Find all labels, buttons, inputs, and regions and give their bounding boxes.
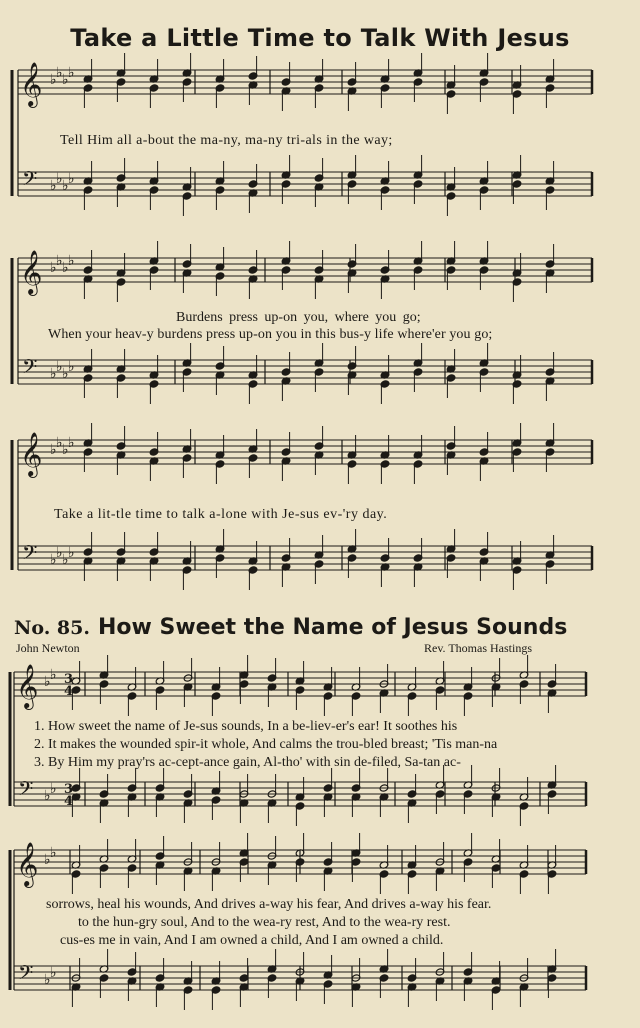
flat-sign: ♭ [56,171,63,187]
flat-sign: ♭ [50,552,57,568]
hymn2-verses-part1 [34,718,497,772]
bass-clef: 𝄢 [18,777,34,805]
flat-sign: ♭ [56,253,63,269]
flat-sign: ♭ [68,545,75,561]
treble-clef: 𝄞 [16,664,39,708]
hymn1-lyric-alto: Burdens press up-on you, where you go; [176,310,421,325]
flat-sign: ♭ [50,781,57,797]
hymn2-lyricist: John Newton [16,641,80,655]
treble-clef: 𝄞 [20,432,43,476]
flat-sign: ♭ [62,72,69,88]
bass-clef: 𝄢 [22,541,38,569]
flat-sign: ♭ [62,442,69,458]
flat-sign: ♭ [56,435,63,451]
flat-sign: ♭ [50,260,57,276]
flat-sign: ♭ [56,545,63,561]
flat-sign: ♭ [68,253,75,269]
flat-sign: ♭ [68,65,75,81]
flat-sign: ♭ [62,552,69,568]
time-signature: 3 [64,782,74,797]
hymn1-lyric-line2: When your heav-y burdens press up-on you in this bus-y life where'er you go; [48,327,493,342]
hymn2-number: No. 85. [14,617,90,639]
bass-clef: 𝄢 [18,961,34,989]
flat-sign: ♭ [62,260,69,276]
hymn1-lyric-line1: Tell Him all a-bout the ma-ny, ma-ny tri-als in the way; [60,133,393,148]
hymn2-verses-part2 [46,896,491,950]
verse-3-part1: 3. By Him my pray'rs ac-cept-ance gain, Al-tho' with sin de-filed, Sa-tan ac- [34,755,461,770]
flat-sign: ♭ [68,359,75,375]
flat-sign: ♭ [56,65,63,81]
flat-sign: ♭ [50,366,57,382]
hymn2-title: How Sweet the Name of Jesus Sounds [98,615,568,640]
treble-clef: 𝄞 [16,842,39,886]
flat-sign: ♭ [68,435,75,451]
flat-sign: ♭ [50,965,57,981]
treble-clef: 𝄞 [20,250,43,294]
verse-2-part2: to the hun-gry soul, And to the wea-ry rest, And to the wea-ry rest. [78,915,451,930]
flat-sign: ♭ [50,442,57,458]
flat-sign: ♭ [50,845,57,861]
flat-sign: ♭ [44,674,51,690]
hymn2-heading [14,615,567,640]
flat-sign: ♭ [56,359,63,375]
flat-sign: ♭ [44,788,51,804]
verse-3-part2: cus-es me in vain, And I am owned a child, And I am owned a child. [60,933,444,948]
verse-2-part1: 2. It makes the wounded spir-it whole, And calms the trou-bled breast; 'Tis man-na [34,737,498,752]
treble-clef: 𝄞 [20,62,43,106]
flat-sign: ♭ [44,852,51,868]
flat-sign: ♭ [44,972,51,988]
hymn2-composer: Rev. Thomas Hastings [424,641,532,655]
verse-1-part2: sorrows, heal his wounds, And drives a-way his fear, And drives a-way his fear. [46,897,492,912]
hymn1-title: Take a Little Time to Talk With Jesus [70,24,570,52]
flat-sign: ♭ [50,72,57,88]
bass-clef: 𝄢 [22,355,38,383]
flat-sign: ♭ [50,178,57,194]
time-signature: 3 [64,672,74,687]
time-signature: 4 [64,794,74,809]
time-signature: 4 [64,684,74,699]
verse-1-part1: 1. How sweet the name of Je-sus sounds, In a be-liev-er's ear! It soothes his [34,719,458,734]
flat-sign: ♭ [62,366,69,382]
flat-sign: ♭ [50,667,57,683]
hymn1-lyric-line3: Take a lit-tle time to talk a-lone with Je-sus ev-'ry day. [54,507,388,522]
flat-sign: ♭ [68,171,75,187]
flat-sign: ♭ [62,178,69,194]
bass-clef: 𝄢 [22,167,38,195]
